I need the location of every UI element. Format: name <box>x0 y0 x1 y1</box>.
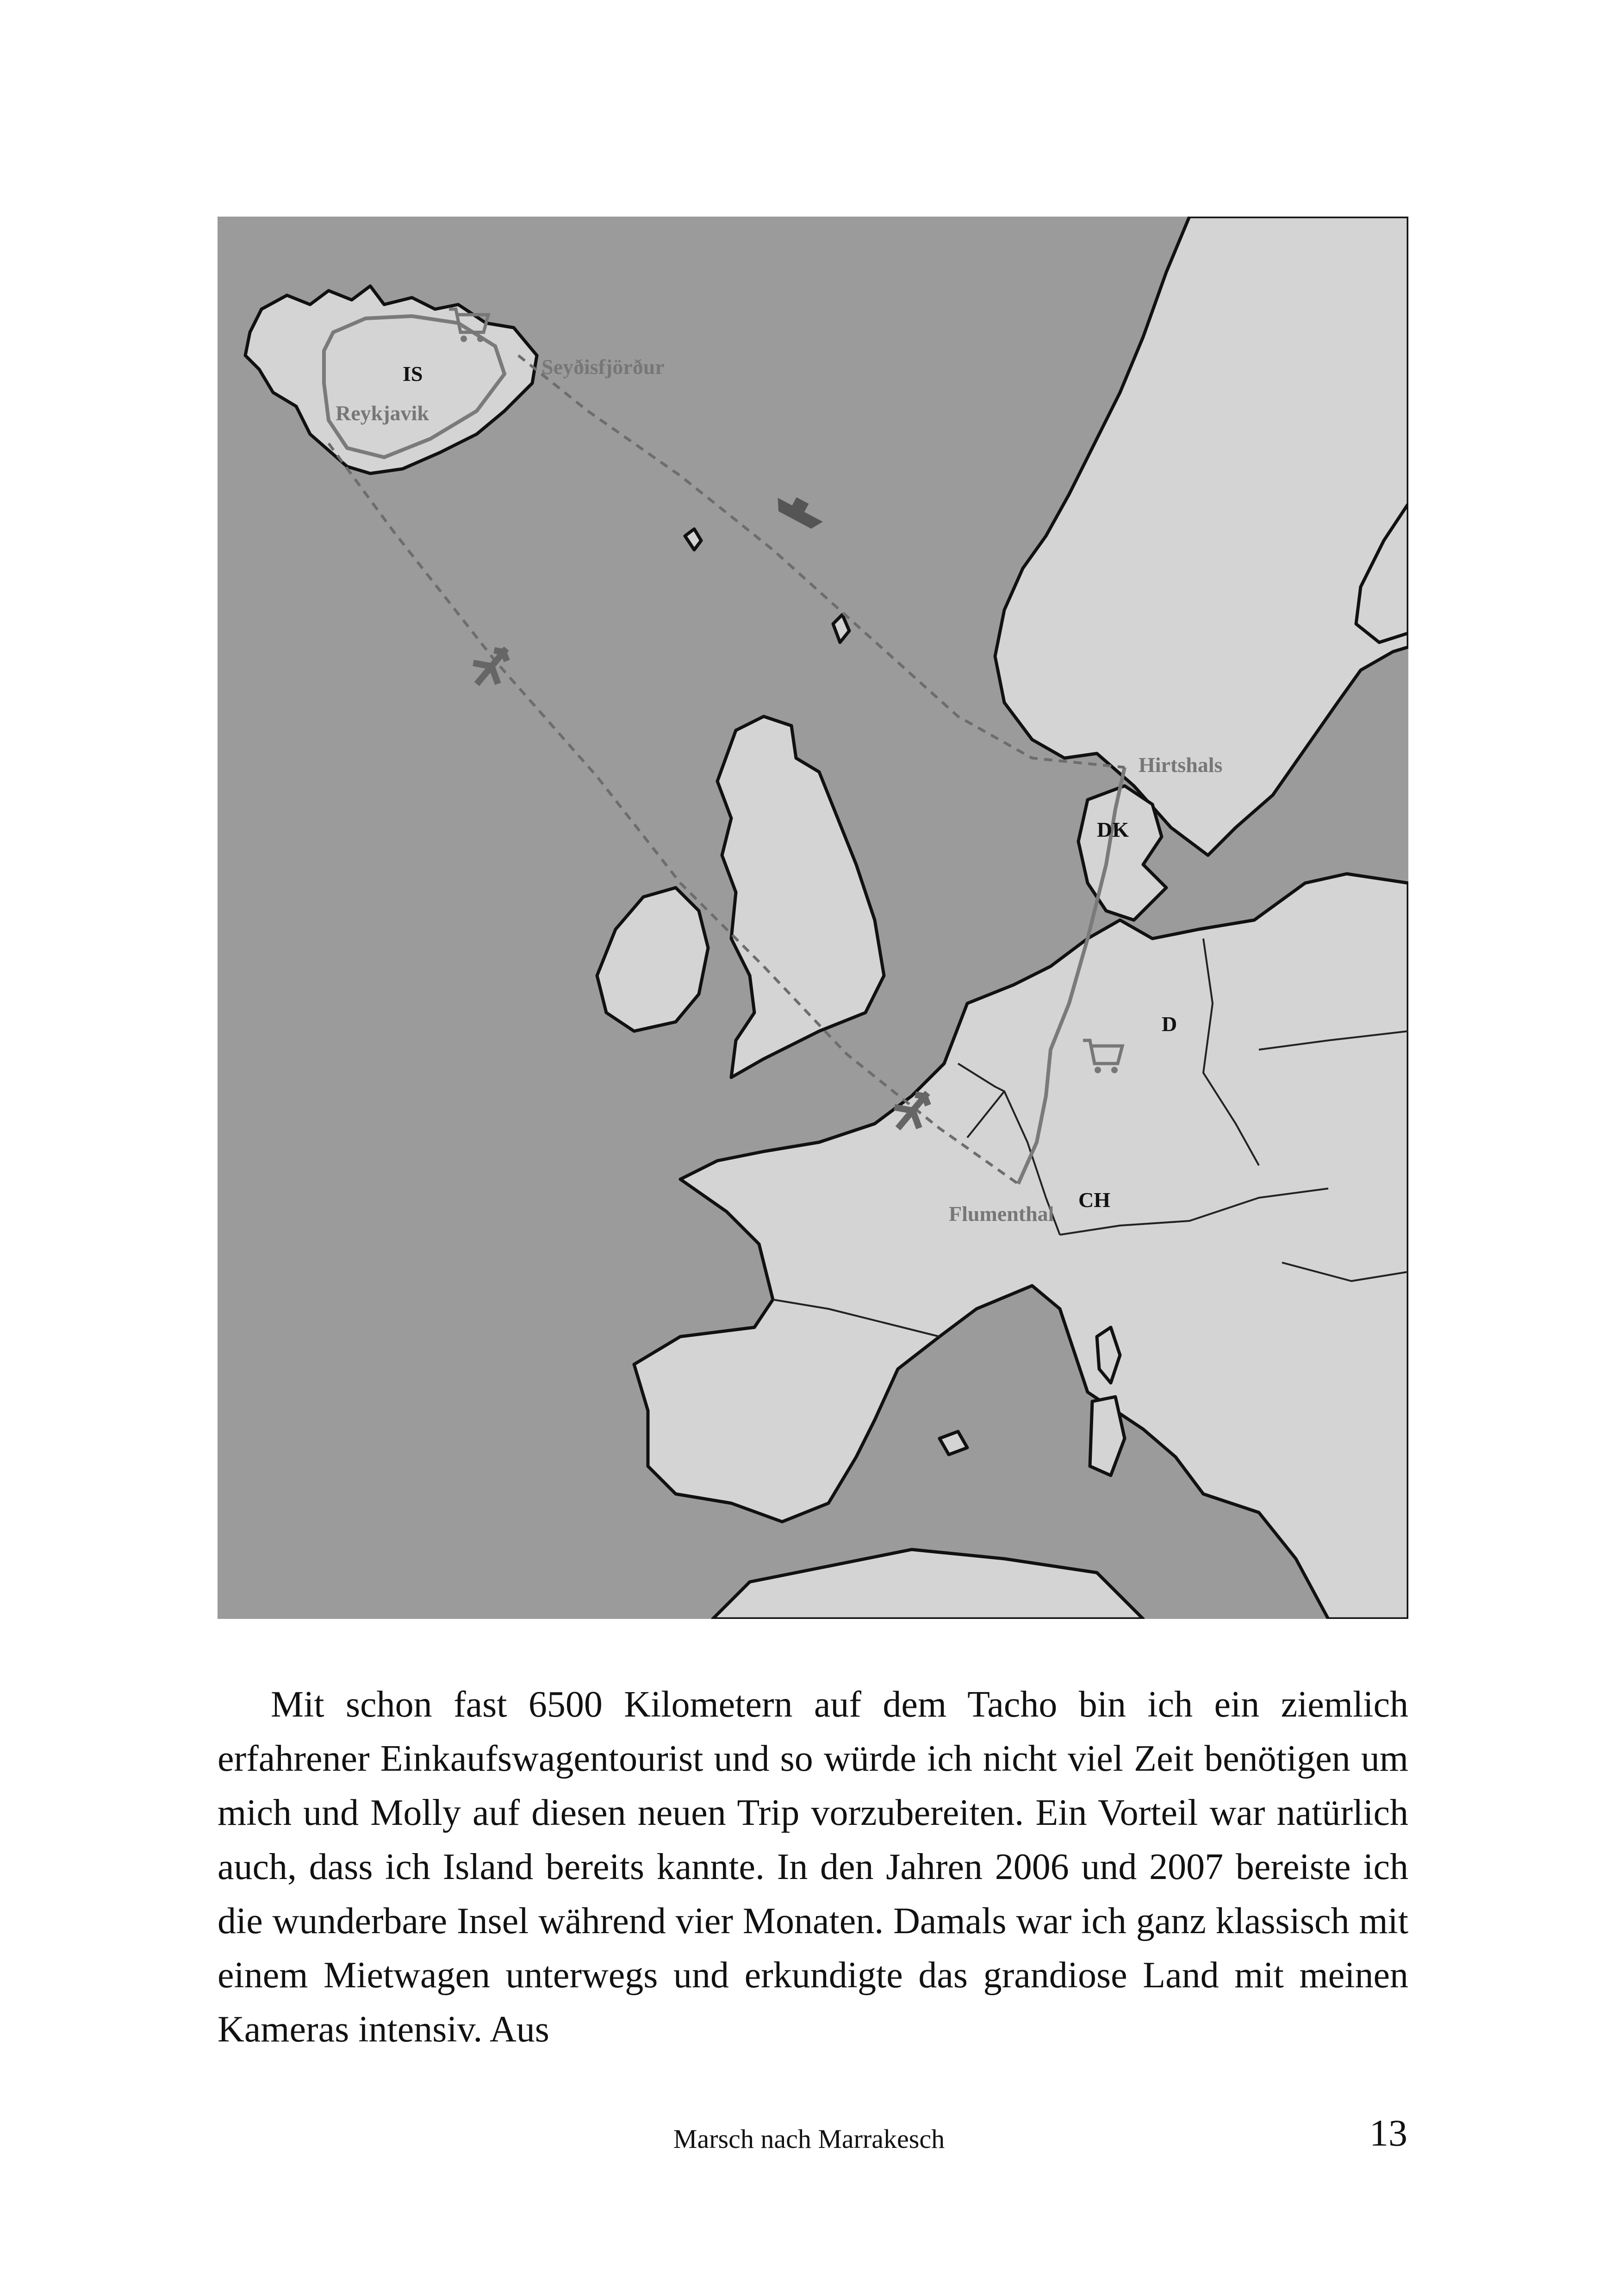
great-britain-shape <box>717 716 884 1077</box>
flight-route <box>329 443 1018 1184</box>
ship-icon <box>772 490 827 532</box>
map-svg <box>218 217 1408 1619</box>
north-africa-shape <box>713 1549 1143 1619</box>
label-ch: CH <box>1078 1188 1110 1212</box>
ireland-shape <box>597 888 708 1031</box>
body-paragraph: Mit schon fast 6500 Kilometern auf dem Tacho bin ich ein ziemlich erfahrener Einkaufswagentourist und so würde ich nicht viel Zeit benötigen um mich und Molly auf diesen neuen Trip vorzubereiten. Ein Vorteil war natürlich auch, dass ich Island bereits kannte. In den Jahren 2006 und 2007 bereiste ich die wunderbare Insel während vier Monaten. Damals war ich ganz klassisch mit einem Mietwagen unterwegs und erkundigte das grandiose Land mit meinen Kameras intensiv. Aus <box>218 1684 1408 2050</box>
page-number: 13 <box>1369 2112 1407 2154</box>
label-is: IS <box>403 362 423 386</box>
shetland-islands <box>833 615 849 642</box>
faroe-islands <box>685 529 701 550</box>
balearic-islands <box>940 1431 967 1455</box>
label-dk: DK <box>1097 818 1129 841</box>
label-hirtshals: Hirtshals <box>1139 753 1223 777</box>
route-map <box>218 217 1408 1619</box>
denmark-shape <box>1078 786 1166 920</box>
sardinia-shape <box>1090 1397 1125 1475</box>
label-reykjavik: Reykjavik <box>336 401 429 425</box>
label-d: D <box>1162 1012 1177 1036</box>
label-flumenthal: Flumenthal <box>949 1202 1054 1226</box>
airplane-icon <box>464 638 519 695</box>
label-seydisfjordur: Seyðisfjörður <box>541 355 665 379</box>
running-footer-title: Marsch nach Marrakesch <box>673 2124 945 2154</box>
iceland-shape <box>245 286 537 473</box>
body-text <box>218 1678 1408 2057</box>
